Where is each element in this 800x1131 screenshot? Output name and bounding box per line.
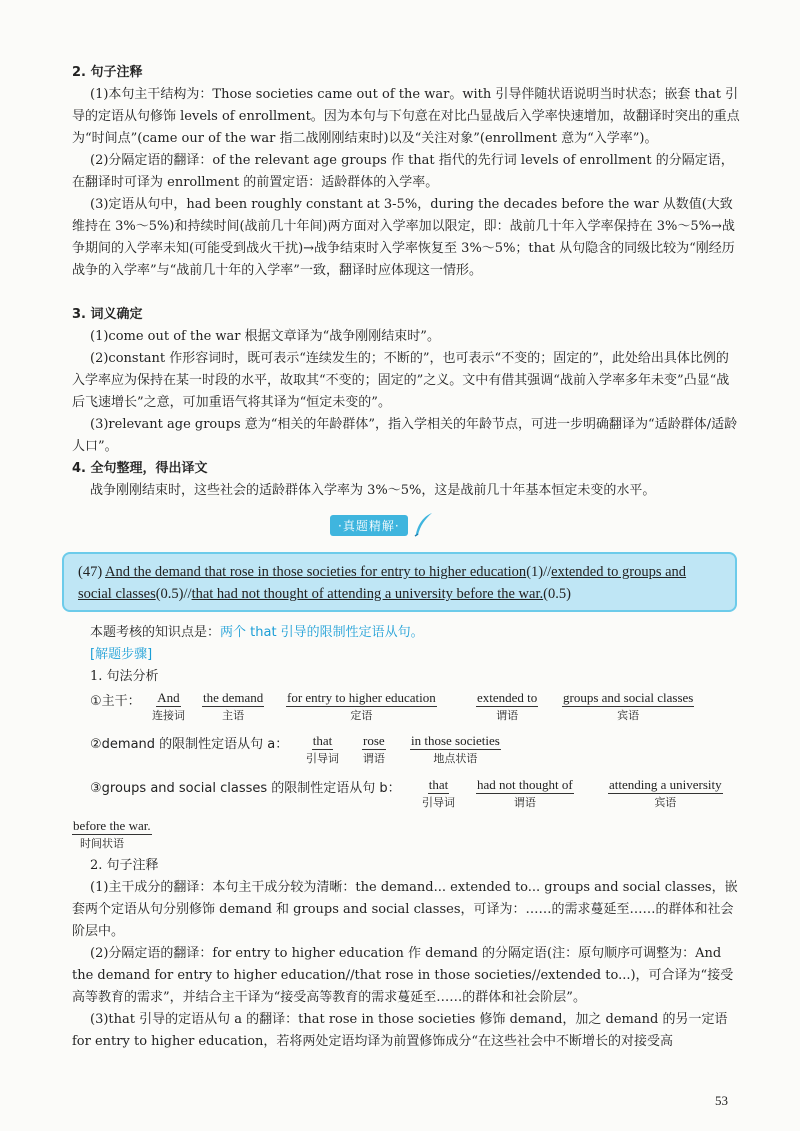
focus-highlight: 两个 that 引导的限制性定语从句。 [220,625,424,640]
analysis-clause-b-tail [72,818,740,858]
segment: the demand 主语 [203,690,264,722]
question-box [62,552,737,612]
step-heading: 1. 句法分析 [90,669,159,684]
segment: had not thought of 谓语 [477,777,573,809]
segment: that 引导词 [306,733,339,765]
question-part2: extended to groups and social classes [78,564,687,602]
segment: that 引导词 [422,777,455,809]
steps-header [72,644,740,688]
page-number: 53 [715,1093,728,1108]
question-score: (0.5)// [155,586,192,602]
paragraph: 战争刚刚结束时，这些社会的适龄群体入学率为 3%～5%，这是战前几十年基本恒定未变的水平。 [90,483,656,498]
paragraph: (3)relevant age groups 意为“相关的年龄群体”，指入学相关的年龄节点，可进一步明确翻译为“适龄群体/适龄人口”。 [72,417,738,454]
segment: And 连接词 [152,690,185,722]
analysis-clause-b [72,777,740,817]
section-notes-2 [72,855,740,1053]
banner-label: ·真题精解· [330,515,408,536]
section-banner [330,512,434,538]
row-prefix: ③groups and social classes 的限制性定语从句 b： [90,781,401,796]
quill-icon [412,512,434,538]
question-score: (1)// [526,564,552,580]
focus-prefix: 本题考核的知识点是： [90,625,221,640]
analysis-clause-a [72,733,740,773]
paragraph: (3)定语从句中，had been roughly constant at 3-5%，during the decades before the war 从数值(大致维持在 3%～5%)和持续时间(战前几十年间)两方面对入学率加以限定，即：战前几十年入学率保持在 3%～5%→战争期间的入学率未知(可能受到战火干扰)→战争结束时入学率恢复至 3%～5%；that 从句隐含的同级比较为“刚经历战争的入学率”与“战前几十年的入学率”一致，翻译时应体现这一情形。 [72,197,735,278]
section-word-meaning [72,304,740,458]
paragraph: (1)本句主干结构为：Those societies came out of the war。with 引导伴随状语说明当时状态；嵌套 that 引导的定语从句修饰 levels of enrollment。因为本句与下句意在对比凸显战后入学率快速增加，故翻译时突出的重点为“时间点”(came our of the war 指二战刚刚结束时)以及“关注对象”(enrollment 意为“入学率”)。 [72,87,740,146]
segment: before the war. 时间状语 [73,818,151,850]
paragraph: (2)分隔定语的翻译：of the relevant age groups 作 that 指代的先行词 levels of enrollment 的分隔定语，在翻译时可译为 enrollment 的前置定语：适龄群体的入学率。 [72,153,734,190]
steps-label: [解题步骤] [90,647,153,662]
segment: for entry to higher education 定语 [287,690,436,722]
knowledge-point [72,622,740,644]
segment: in those societies 地点状语 [411,733,500,765]
paragraph: (1)come out of the war 根据文章译为“战争刚刚结束时”。 [90,329,440,344]
paragraph: (3)that 引导的定语从句 a 的翻译：that rose in those societies 修饰 demand，加之 demand 的另一定语 for entry to higher education，若将两处定语均译为前置修饰成分“在这些社会中不断增长的对接受高 [72,1012,728,1049]
section-heading: 3. 词义确定 [72,307,143,322]
segment: extended to 谓语 [477,690,538,722]
paragraph: (2)constant 作形容词时，既可表示“连续发生的；不断的”，也可表示“不变的；固定的”，此处给出具体比例的入学率应为保持在某一时段的水平，故取其“不变的；固定的”之义。文中有借其强调“战前入学率多年未变”凸显“战后飞速增长”之意，可加重语气将其译为“恒定未变的”。 [72,351,730,410]
paragraph: (1)主干成分的翻译：本句主干成分较为清晰：the demand... extended to... groups and social classes，嵌套两个定语从句分别修饰 demand 和 groups and social classes，可译为：……的需求蔓延至……的群体和社会阶层中。 [72,880,738,939]
question-part3: that had not thought of attending a university before the war. [191,586,544,602]
question-score: (0.5) [543,586,571,602]
paragraph: (2)分隔定语的翻译：for entry to higher education 作 demand 的分隔定语(注：原句顺序可调整为：And the demand for entry to higher education//that rose in those societies//extended to...)，可合译为“接受高等教育的需求”，并结合主干译为“接受高等教育的需求蔓延至……的群体和社会阶层”。 [72,946,734,1005]
step-heading: 2. 句子注释 [90,858,159,873]
question-number: (47) [78,564,103,580]
section-heading: 4. 全句整理，得出译文 [72,461,208,476]
section-translation [72,458,740,502]
section-heading: 2. 句子注释 [72,65,143,80]
question-part1: And the demand that rose in those societies for entry to higher education [105,564,527,580]
segment: attending a university 宾语 [609,777,722,809]
analysis-main-clause [72,690,740,730]
segment: rose 谓语 [362,733,385,765]
section-sentence-notes [72,62,740,282]
segment: groups and social classes 宾语 [563,690,694,722]
row-prefix: ①主干： [90,694,141,709]
row-prefix: ②demand 的限制性定语从句 a： [90,737,289,752]
